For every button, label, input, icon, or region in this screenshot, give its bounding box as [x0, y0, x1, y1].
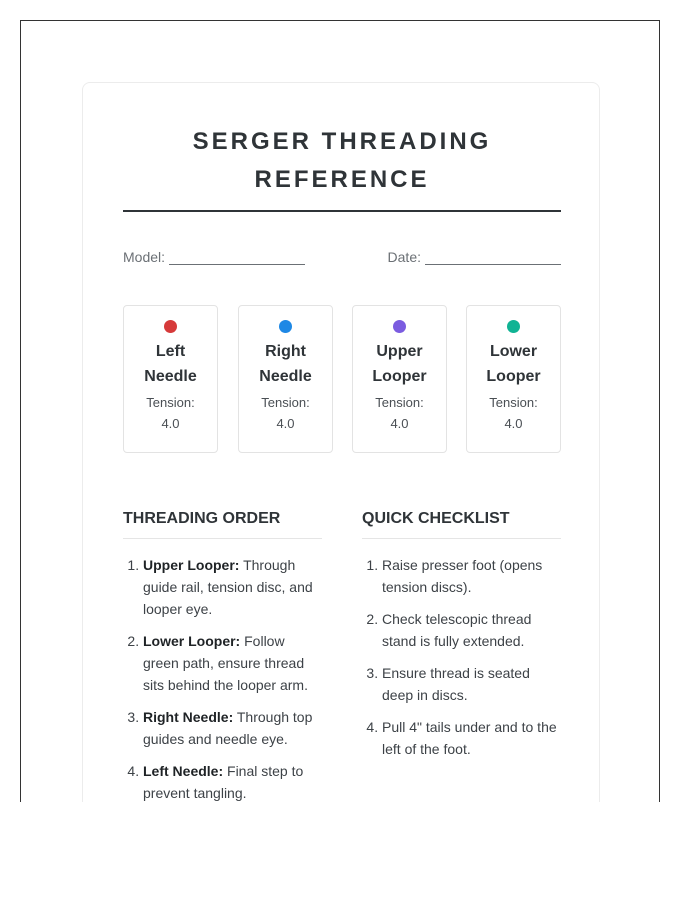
threading-order-heading: THREADING ORDER: [123, 508, 322, 539]
step-text: Through guide rail, tension disc, and looper eye.: [143, 557, 313, 617]
step-label: Left Needle:: [143, 763, 224, 779]
step-text: Follow green path, ensure thread sits behind the looper arm.: [143, 633, 308, 693]
thread-name: Lower Looper: [486, 343, 541, 385]
list-item: [143, 554, 322, 620]
tension-value: 4.0: [161, 416, 180, 431]
model-field: [123, 245, 305, 265]
thread-tension: [353, 392, 446, 434]
list-item: 2. Check telescopic thread stand is fully extended.: [382, 608, 561, 652]
step-label: Right Needle:: [143, 709, 234, 725]
thread-color-dot: [164, 320, 177, 333]
threading-order-section: [123, 508, 322, 802]
date-blank-line: [425, 250, 561, 265]
quick-checklist-list: [362, 554, 561, 760]
step-text: Through top guides and needle eye.: [143, 709, 313, 747]
tension-label: Tension:: [261, 395, 310, 410]
thread-tension: [124, 392, 217, 434]
thread-card-lower-looper: [466, 305, 561, 453]
thread-name: Right Needle: [259, 343, 312, 385]
step-text: Final step to prevent tangling.: [143, 763, 304, 801]
list-item: [143, 706, 322, 750]
tension-label: Tension:: [375, 395, 424, 410]
tension-value: 4.0: [504, 416, 523, 431]
thread-card-upper-looper: [352, 305, 447, 453]
list-item: 3. Ensure thread is seated deep in discs.: [382, 662, 561, 706]
thread-cards: [123, 305, 561, 453]
title-divider: [123, 210, 561, 212]
quick-checklist-section: [362, 508, 561, 770]
tension-label: Tension:: [489, 395, 538, 410]
list-item: 1. Raise presser foot (opens tension discs).: [382, 554, 561, 598]
tension-value: 4.0: [276, 416, 295, 431]
list-item: [143, 630, 322, 696]
step-label: Lower Looper:: [143, 633, 241, 649]
page-frame: [20, 20, 660, 802]
thread-tension: [239, 392, 332, 434]
thread-color-dot: [279, 320, 292, 333]
page-title: SERGER THREADING REFERENCE: [192, 128, 492, 193]
quick-checklist-heading: QUICK CHECKLIST: [362, 508, 561, 539]
step-label: Upper Looper:: [143, 557, 240, 573]
date-label: Date:: [387, 249, 421, 265]
thread-name: Left Needle: [144, 343, 197, 385]
model-label: Model:: [123, 249, 166, 265]
thread-color-dot: [393, 320, 406, 333]
date-field: [388, 245, 561, 265]
model-blank-line: [169, 250, 305, 265]
tension-label: Tension:: [146, 395, 195, 410]
tension-value: 4.0: [390, 416, 409, 431]
thread-card-right-needle: [238, 305, 333, 453]
threading-order-list: [123, 554, 322, 802]
thread-name: Upper Looper: [372, 343, 427, 385]
thread-color-dot: [507, 320, 520, 333]
thread-tension: [467, 392, 560, 434]
reference-card: [82, 82, 600, 802]
meta-row: [123, 245, 561, 265]
thread-card-left-needle: [123, 305, 218, 453]
list-item: [143, 760, 322, 802]
list-item: 4. Pull 4" tails under and to the left of the foot.: [382, 716, 561, 760]
